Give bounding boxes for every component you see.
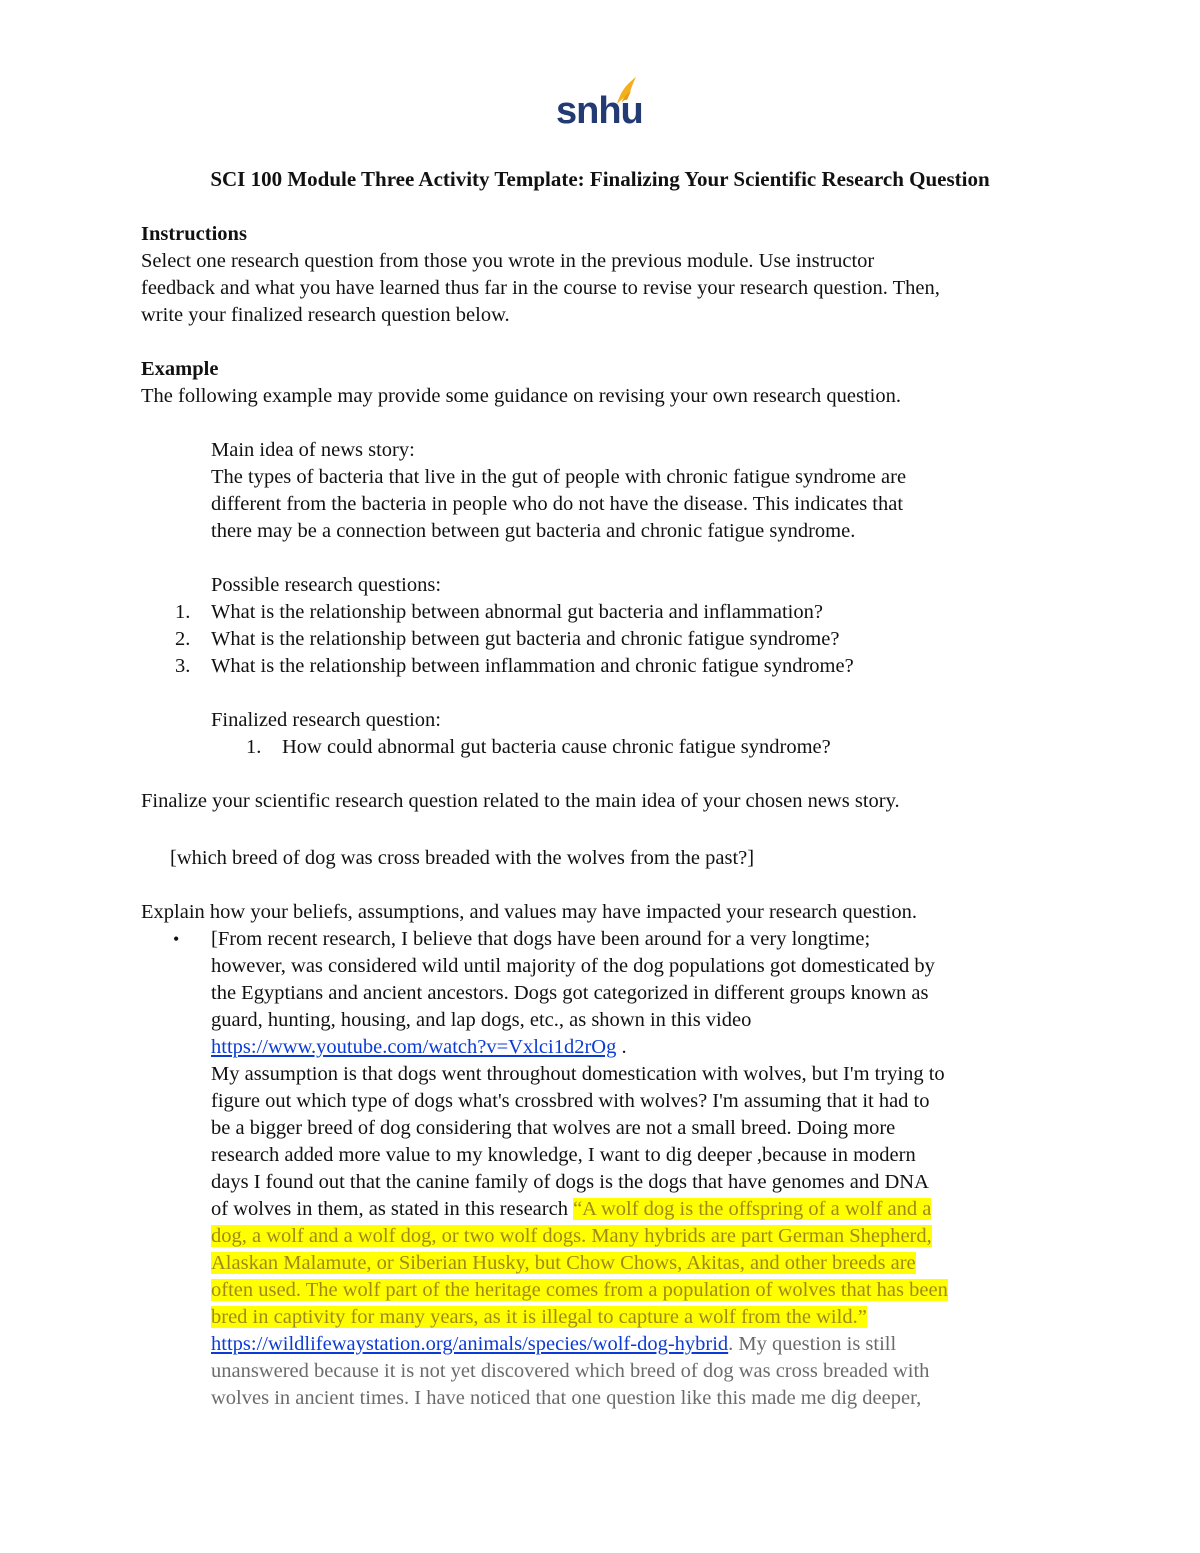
list-text: What is the relationship between gut bacteria and chronic fatigue syndrome?	[211, 628, 840, 650]
response-line-with-quote	[211, 1196, 1071, 1223]
main-idea-label: Main idea of news story:	[211, 439, 415, 461]
main-idea-line: there may be a connection between gut bacteria and chronic fatigue syndrome.	[211, 520, 856, 542]
possible-questions-label: Possible research questions:	[211, 574, 442, 596]
list-text: What is the relationship between abnormal gut bacteria and inflammation?	[211, 601, 823, 623]
response-line: the Egyptians and ancient ancestors. Dogs got categorized in different groups known as	[211, 982, 929, 1004]
example-heading: Example	[141, 358, 219, 380]
highlighted-quote: “A wolf dog is the offspring of a wolf and a	[573, 1198, 932, 1220]
main-idea	[211, 437, 1071, 545]
list-item	[175, 626, 1075, 653]
response-line: guard, hunting, housing, and lap dogs, etc., as shown in this video	[211, 1009, 752, 1031]
finalized-label: Finalized research question:	[211, 709, 441, 731]
list-item	[175, 599, 1075, 626]
instructions-section	[141, 221, 1071, 329]
wolf-link-line	[211, 1331, 1071, 1358]
student-response[interactable]	[211, 926, 1071, 1412]
response-line: days I found out that the canine family of dogs is the dogs that have genomes and DNA	[211, 1171, 929, 1193]
list-number: 3.	[175, 655, 191, 677]
main-idea-line: different from the bacteria in people who do not have the disease. This indicates that	[211, 493, 904, 515]
explain-prompt: Explain how your beliefs, assumptions, and values may have impacted your research question.	[141, 901, 917, 923]
link-suffix: .	[616, 1036, 627, 1058]
instructions-line: Select one research question from those you wrote in the previous module. Use instructor	[141, 250, 875, 272]
bullet-marker: •	[173, 929, 180, 949]
finalize-prompt: Finalize your scientific research question related to the main idea of your chosen news story.	[141, 790, 900, 812]
response-line: however, was considered wild until majority of the dog populations got domesticated by	[211, 955, 935, 977]
highlighted-quote: Alaskan Malamute, or Siberian Husky, but Chow Chows, Akitas, and other breeds are	[211, 1252, 916, 1274]
list-text: What is the relationship between inflammation and chronic fatigue syndrome?	[211, 655, 854, 677]
video-link-line	[211, 1034, 1071, 1061]
response-text: of wolves in them, as stated in this research	[211, 1198, 574, 1220]
list-number: 1.	[246, 736, 262, 758]
list-text: How could abnormal gut bacteria cause chronic fatigue syndrome?	[282, 736, 831, 758]
instructions-heading: Instructions	[141, 223, 247, 245]
example-section	[141, 356, 1071, 410]
instructions-line: write your finalized research question below.	[141, 304, 510, 326]
list-number: 1.	[175, 601, 191, 623]
instructions-line: feedback and what you have learned thus far in the course to revise your research question. Then,	[141, 277, 940, 299]
response-line: be a bigger breed of dog considering that wolves are not a small breed. Doing more	[211, 1117, 896, 1139]
main-idea-line: The types of bacteria that live in the gut of people with chronic fatigue syndrome are	[211, 466, 907, 488]
logo-wordmark: snhu	[556, 90, 643, 132]
youtube-link[interactable]: https://www.youtube.com/watch?v=Vxlci1d2rOg	[211, 1036, 617, 1058]
list-number: 2.	[175, 628, 191, 650]
highlighted-quote: bred in captivity for many years, as it is illegal to capture a wolf from the wild.”	[211, 1306, 867, 1328]
document-title: SCI 100 Module Three Activity Template: Finalizing Your Scientific Research Question	[210, 167, 990, 191]
finalized-item	[246, 734, 1046, 761]
example-intro: The following example may provide some guidance on revising your own research question.	[141, 385, 902, 407]
wildlife-waystation-link[interactable]: https://wildlifewaystation.org/animals/species/wolf-dog-hybrid	[211, 1333, 729, 1355]
response-line: unanswered because it is not yet discovered which breed of dog was cross breaded with	[211, 1360, 930, 1382]
response-line: research added more value to my knowledge, I want to dig deeper ,because in modern	[211, 1144, 916, 1166]
highlighted-quote: often used. The wolf part of the heritage comes from a population of wolves that has been	[211, 1279, 948, 1301]
response-line: [From recent research, I believe that dogs have been around for a very longtime;	[211, 928, 871, 950]
response-line: My assumption is that dogs went throughout domestication with wolves, but I'm trying to	[211, 1063, 945, 1085]
response-line: wolves in ancient times. I have noticed that one question like this made me dig deeper,	[211, 1387, 922, 1409]
highlighted-quote: dog, a wolf and a wolf dog, or two wolf dogs. Many hybrids are part German Shepherd,	[211, 1225, 932, 1247]
student-question[interactable]: [which breed of dog was cross breaded with the wolves from the past?]	[170, 847, 755, 869]
response-text: . My question is still	[728, 1333, 897, 1355]
response-line: figure out which type of dogs what's crossbred with wolves? I'm assuming that it had to	[211, 1090, 930, 1112]
list-item	[175, 653, 1075, 680]
snhu-logo	[556, 76, 643, 132]
